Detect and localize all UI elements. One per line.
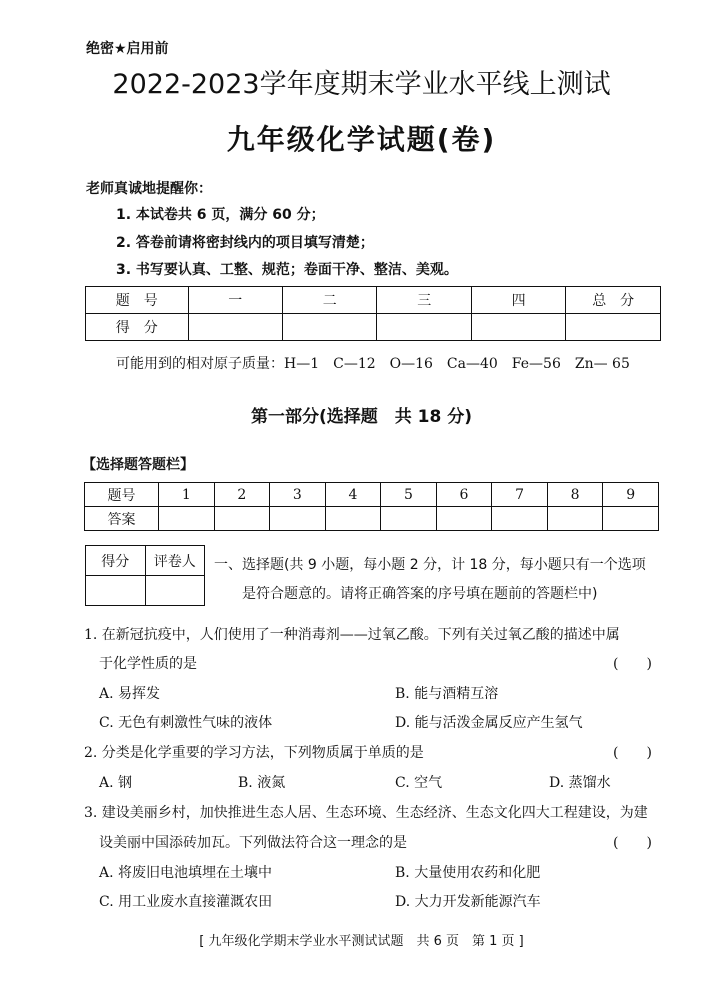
score-header-cell: 二 <box>282 287 376 314</box>
score-input-cell[interactable] <box>566 314 661 341</box>
notice-item-1: 1. 本试卷共 6 页，满分 60 分； <box>116 207 325 223</box>
question-3-line1: 3. 建设美丽乡村，加快推进生态人居、生态环境、生态经济、生态文化四大工程建设，为建 <box>84 805 648 821</box>
page-footer: [ 九年级化学期末学业水平测试试题 共 6 页 第 1 页 ] <box>199 934 524 949</box>
question-1-option-b[interactable]: B. 能与酒精互溶 <box>395 686 499 702</box>
score-header-cell: 四 <box>471 287 565 314</box>
question-3-option-a[interactable]: A. 将废旧电池填埋在土壤中 <box>99 865 273 881</box>
question-2-option-c[interactable]: C. 空气 <box>395 775 443 791</box>
grader-score-cell[interactable] <box>86 576 146 606</box>
question-1-line1: 1. 在新冠抗疫中，人们使用了一种消毒剂——过氧乙酸。下列有关过氧乙酸的描述中属 <box>84 627 620 643</box>
question-1-option-d[interactable]: D. 能与活泼金属反应产生氢气 <box>395 715 583 731</box>
score-input-cell[interactable] <box>377 314 471 341</box>
answer-number: 6 <box>436 483 492 507</box>
score-header-cell: 一 <box>188 287 282 314</box>
answer-number: 5 <box>381 483 437 507</box>
answer-cell[interactable] <box>381 507 437 531</box>
section1-instructions-line2: 是符合题意的。请将正确答案的序号填在题前的答题栏中) <box>242 586 598 602</box>
question-3-option-b[interactable]: B. 大量使用农药和化肥 <box>395 865 541 881</box>
subject-title: 九年级化学试题(卷) <box>226 123 497 156</box>
answer-number: 7 <box>492 483 548 507</box>
secret-label: 绝密★启用前 <box>86 41 169 57</box>
answer-number: 3 <box>270 483 326 507</box>
answer-cell[interactable] <box>603 507 659 531</box>
answer-bar-row1-label: 题号 <box>85 483 159 507</box>
notice-heading: 老师真诚地提醒你： <box>86 181 212 197</box>
notice-item-2: 2. 答卷前请将密封线内的项目填写清楚； <box>116 235 374 251</box>
question-2-option-b[interactable]: B. 液氮 <box>238 775 286 791</box>
question-1-option-c[interactable]: C. 无色有刺激性气味的液体 <box>99 715 273 731</box>
grader-name-label: 评卷人 <box>145 546 205 576</box>
answer-bar-table <box>84 482 659 531</box>
score-input-cell[interactable] <box>471 314 565 341</box>
grader-box <box>85 545 205 606</box>
grader-score-label: 得分 <box>86 546 146 576</box>
answer-number: 2 <box>214 483 270 507</box>
question-2-option-d[interactable]: D. 蒸馏水 <box>549 775 611 791</box>
answer-cell[interactable] <box>436 507 492 531</box>
score-header-cell: 题 号 <box>86 287 189 314</box>
score-input-cell[interactable] <box>188 314 282 341</box>
answer-cell[interactable] <box>547 507 603 531</box>
question-1-answer-paren: ( ) <box>613 656 652 672</box>
answer-cell[interactable] <box>214 507 270 531</box>
question-3-line2: 设美丽中国添砖加瓦。下列做法符合这一理念的是 <box>99 835 407 851</box>
score-header-cell: 三 <box>377 287 471 314</box>
score-input-cell[interactable] <box>282 314 376 341</box>
answer-number: 8 <box>547 483 603 507</box>
score-row-label: 得 分 <box>86 314 189 341</box>
question-3-answer-paren: ( ) <box>613 835 652 851</box>
answer-number: 1 <box>159 483 215 507</box>
grader-name-cell[interactable] <box>145 576 205 606</box>
answer-cell[interactable] <box>270 507 326 531</box>
question-3-option-d[interactable]: D. 大力开发新能源汽车 <box>395 894 541 910</box>
notice-item-3: 3. 书写要认真、工整、规范；卷面干净、整洁、美观。 <box>116 262 458 278</box>
answer-bar-label: 【选择题答题栏】 <box>82 457 194 473</box>
answer-cell[interactable] <box>492 507 548 531</box>
answer-number: 9 <box>603 483 659 507</box>
answer-cell[interactable] <box>325 507 381 531</box>
question-2-option-a[interactable]: A. 钢 <box>99 775 133 791</box>
part1-title: 第一部分(选择题 共 18 分) <box>250 407 473 427</box>
answer-number: 4 <box>325 483 381 507</box>
answer-cell[interactable] <box>159 507 215 531</box>
exam-title: 2022-2023学年度期末学业水平线上测试 <box>112 69 611 100</box>
question-3-option-c[interactable]: C. 用工业废水直接灌溉农田 <box>99 894 273 910</box>
question-1-line2: 于化学性质的是 <box>99 656 197 672</box>
score-table <box>85 286 661 341</box>
question-1-option-a[interactable]: A. 易挥发 <box>99 686 161 702</box>
question-2-answer-paren: ( ) <box>613 745 652 761</box>
atomic-masses: 可能用到的相对原子质量：H—1 C—12 O—16 Ca—40 Fe—56 Zn— 65 <box>116 356 630 372</box>
section1-instructions-line1: 一、选择题(共 9 小题，每小题 2 分，计 18 分，每小题只有一个选项 <box>214 557 646 573</box>
score-header-cell: 总 分 <box>566 287 661 314</box>
answer-bar-row2-label: 答案 <box>85 507 159 531</box>
question-2-line1: 2. 分类是化学重要的学习方法，下列物质属于单质的是 <box>84 745 424 761</box>
